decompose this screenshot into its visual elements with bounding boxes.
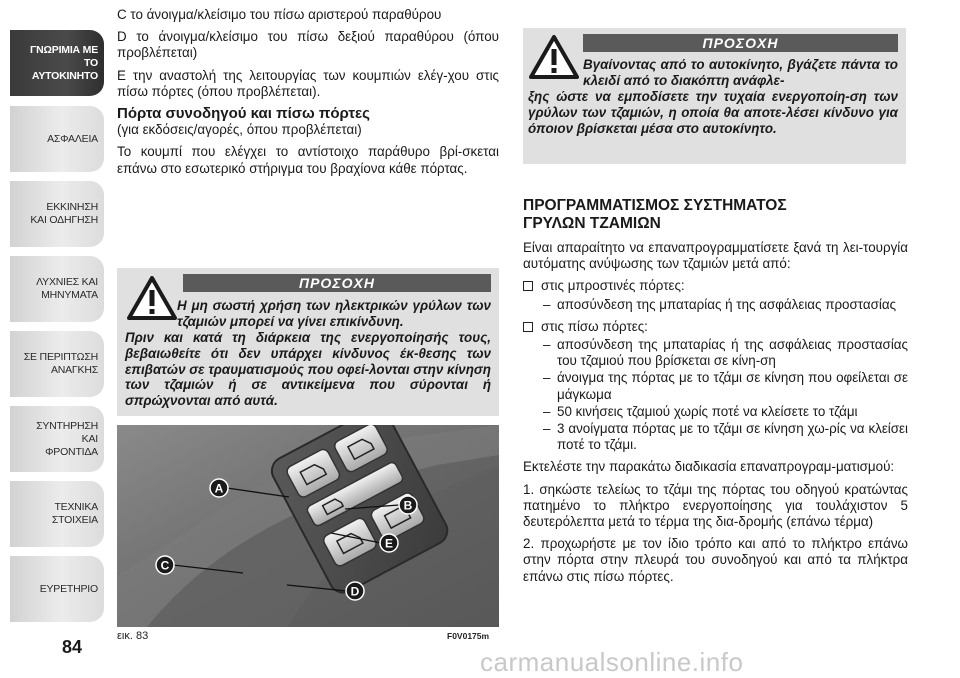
tab-index[interactable]: ΕΥΡΕΤΗΡΙΟ	[10, 556, 104, 622]
checkbox-bullet-icon	[523, 322, 533, 332]
warning-text-2: ξης ώστε να εμποδίσετε την τυχαία ενεργοποίη-ση των γρύλων των τζαμιών, η οποία θα αποτε-λέσει κίνδυνο για όποιον βρίσκεται μέσα στο αυτοκίνητο.	[528, 89, 898, 136]
chapter-sidebar	[0, 0, 104, 677]
procedure-step-1: 1. σηκώστε τελείως το τζάμι της πόρτας του οδηγού κρατώντας πατημένο το πλήκτρο ενεργοποίησης για τουλάχιστον 5 δευτερόλεπτα μετά το τέρμα της δια-δρομής (επάνω τέρμα)	[523, 481, 908, 530]
warning-box-window-use	[117, 268, 499, 416]
paragraph-button-location: Το κουμπί που ελέγχει το αντίστοιχο παράθυρο βρί-σκεται επάνω στο εσωτερικό στήριγμα του βραχίονα κάθε πόρτας.	[117, 144, 499, 176]
bullet-label: στις μπροστινές πόρτες:	[541, 278, 685, 294]
warning-text-1: Η μη σωστή χρήση των ηλεκτρικών γρύλων των τζαμιών μπορεί να γίνει επικίνδυνη.	[177, 298, 491, 329]
svg-text:D: D	[350, 584, 360, 599]
figure-caption: εικ. 83	[117, 630, 149, 642]
programming-heading-line1: ΠΡΟΓΡΑΜΜΑΤΙΣΜΟΣ ΣΥΣΤΗΜΑΤΟΣ	[523, 197, 787, 214]
tab-lights-messages[interactable]: ΛΥΧΝΙΕΣ ΚΑΙ ΜΗΝΥΜΑΤΑ	[10, 256, 104, 322]
front-doors-list	[523, 278, 908, 312]
procedure-step-2: 2. προχωρήστε με τον ίδιο τρόπο και από το πλήκτρο επάνω στην πόρτα στην πλευρά του συνοδηγού και από τα πλήκτρα επάνω στις πίσω πόρτες.	[523, 536, 908, 584]
list-item: – 3 ανοίγματα πόρτας με το τζάμι σε κίνηση χω-ρίς να κλείσει ποτέ το τζάμι.	[543, 421, 908, 453]
callout-b	[399, 496, 417, 514]
callout-d	[346, 582, 364, 600]
list-item: – άνοιγμα της πόρτας με το τζάμι σε κίνηση που οφείλεται σε μάγκωμα	[543, 370, 908, 402]
page-number: 84	[62, 637, 83, 657]
svg-text:A: A	[214, 481, 224, 496]
bullet-label: στις πίσω πόρτες:	[541, 318, 648, 334]
tab-starting-driving[interactable]: ΕΚΚΙΝΗΣΗ ΚΑΙ ΟΔΗΓΗΣΗ	[10, 181, 104, 247]
tab-getting-to-know-car[interactable]: ΓΝΩΡΙΜΙΑ ΜΕ ΤΟ ΑΥΤΟΚΙΝΗΤΟ	[10, 30, 104, 96]
programming-heading	[523, 197, 908, 233]
paragraph-e: E την αναστολή της λειτουργίας των κουμπιών ελέγ-χου στις πίσω πόρτες (όπου προβλέπεται).	[117, 67, 499, 99]
warning-triangle-icon	[529, 35, 579, 79]
warning-box-ignition-key	[523, 28, 906, 164]
section-subheading: (για εκδόσεις/αγορές, όπου προβλέπεται)	[117, 122, 362, 138]
callout-e	[380, 534, 398, 552]
bullet-rear-doors	[523, 319, 908, 335]
tab-emergency[interactable]: ΣΕ ΠΕΡΙΠΤΩΣΗ ΑΝΑΓΚΗΣ	[10, 331, 104, 397]
callout-a	[210, 479, 228, 497]
left-column	[117, 7, 499, 183]
tab-technical-data[interactable]: ΤΕΧΝΙΚΑ ΣΤΟΙΧΕΙΑ	[10, 481, 104, 547]
tab-maintenance[interactable]: ΣΥΝΤΗΡΗΣΗ ΚΑΙ ΦΡΟΝΤΙΔΑ	[10, 406, 104, 472]
paragraph-d: D το άνοιγμα/κλείσιμο του πίσω δεξιού παραθύρου (όπου προβλέπεται)	[117, 29, 499, 61]
rear-doors-list	[523, 319, 908, 454]
paragraph-c: C το άνοιγμα/κλείσιμο του πίσω αριστερού παραθύρου	[117, 7, 442, 22]
list-item: – 50 κινήσεις τζαμιού χωρίς ποτέ να κλείσετε το τζάμι	[543, 403, 858, 419]
right-column	[523, 197, 908, 591]
bullet-front-doors	[523, 278, 908, 294]
checkbox-bullet-icon	[523, 281, 533, 291]
warning-text-2: Πριν και κατά τη διάρκεια της ενεργοποίησής τους, βεβαιωθείτε ότι δεν υπάρχει κίνδυνος έκ-θεσης των επιβατών σε τραυματισμούς που οφεί-λονται στην κίνηση των τζαμιών ή σε αντικείμενα που σύρονται ή σπρώχνονται από αυτά.	[125, 330, 491, 409]
tab-safety[interactable]: ΑΣΦΑΛΕΙΑ	[10, 106, 104, 172]
section-heading: Πόρτα συνοδηγού και πίσω πόρτες	[117, 105, 370, 123]
programming-heading-line2: ΓΡΥΛΩΝ ΤΖΑΜΙΩΝ	[523, 215, 661, 232]
figure-code: F0V0175m	[447, 631, 490, 641]
list-item: – αποσύνδεση της μπαταρίας ή της ασφάλειας προστασίας	[543, 296, 897, 312]
window-switch-panel-illustration	[117, 425, 499, 627]
intro-paragraph: Είναι απαραίτητο να επαναπρογραμματίσετε ξανά τη λει-τουργία αυτόματης ανύψωσης των τζαμιών μετά από:	[523, 240, 908, 272]
figure-window-switches	[117, 425, 499, 627]
warning-title: ΠΡΟΣΟΧΗ	[183, 274, 491, 292]
svg-text:E: E	[384, 536, 394, 551]
watermark: carmanualsonline.info	[480, 647, 744, 677]
procedure-intro: Εκτελέστε την παρακάτω διαδικασία επαναπρογραμ-ματισμού:	[523, 459, 895, 475]
warning-triangle-icon	[127, 276, 177, 320]
callout-c	[156, 556, 174, 574]
list-item: – αποσύνδεση της μπαταρίας ή της ασφάλειας προστασίας του τζαμιού που βρίσκεται σε κίνη-ση	[543, 337, 908, 369]
warning-text-1: Βγαίνοντας από το αυτοκίνητο, βγάζετε πάντα το κλειδί από το διακόπτη ανάφλε-	[583, 57, 898, 88]
warning-title: ΠΡΟΣΟΧΗ	[583, 34, 898, 52]
svg-text:B: B	[403, 498, 413, 513]
svg-text:C: C	[160, 558, 170, 573]
